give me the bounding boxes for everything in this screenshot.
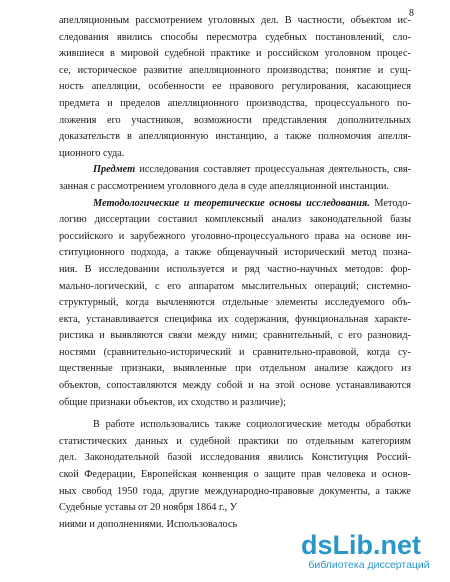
subject-rest: исследования составляет процессуальная деятельность, свя- — [135, 164, 411, 176]
text-line: объектов, сопоставляются между собой и на этой основе устанавливаются — [59, 380, 411, 392]
text-line: екта, устанавливается специфика их содержания, функциональная характе- — [59, 313, 411, 325]
watermark — [287, 516, 450, 582]
text-line: щественные признаки, выявленные при отдельном анализе каждого из — [59, 363, 411, 375]
text-line: Судебные уставы от 20 ноября 1864 г., У — [59, 502, 238, 514]
text-line: занная с рассмотрением уголовного дела в суде апелляционной инстанции. — [59, 180, 389, 192]
paragraph-methodology-first-line — [59, 196, 411, 213]
text-line: российского и зарубежного уголовно-процессуального права на основе ин- — [59, 230, 411, 242]
paragraph-subject-first-line — [59, 162, 411, 179]
methodology-lead: Методологические и теоретические основы исследования. — [93, 197, 370, 209]
text-line: ниями и дополнениями. Использовалось — [59, 518, 238, 530]
text-line: ционного суда. — [59, 147, 125, 159]
text-line: предмета и пределов апелляционного производства, процессуального по- — [59, 97, 411, 109]
document-body — [59, 13, 411, 533]
text-line: ской Федерации, Европейская конвенция о защите прав человека и основ- — [59, 469, 411, 481]
text-line: ристика и выявляются связи между ними; сравнительный, с его разновид- — [59, 330, 411, 342]
text-line: мально-логический, с его аппаратом мыслительных операций; системно- — [59, 280, 411, 292]
text-line: ложения его участников, возможности представления дополнительных — [59, 114, 411, 126]
text-line: ституционного подхода, а также общенаучный исторический метод позна- — [59, 247, 411, 259]
text-line: В работе использовались также социологические методы обработки — [93, 419, 411, 431]
text-line: следования явились способы пересмотра судебных постановлений, сло- — [59, 31, 411, 43]
text-line: логию диссертации составил комплексный анализ законодательной базы — [59, 214, 411, 226]
dslib-logo-icon — [299, 524, 441, 562]
text-line: ность апелляции, особенности ее правового регулирования, касающиеся — [59, 81, 411, 93]
text-line: доказательств в апелляционную инстанцию, а также полномочия апелля- — [59, 131, 411, 143]
subject-lead: Предмет — [93, 164, 136, 176]
watermark-subtitle: библиотека диссертаций — [308, 559, 430, 571]
text-line: статистических данных и судебной практики по отдельным категориям — [59, 435, 411, 447]
text-line: ных свобод 1950 года, другие международно-правовые документы, а также — [59, 485, 411, 497]
svg-text:dsLib.net: dsLib.net — [301, 530, 421, 560]
text-line: ностями (сравнительно-исторический и сравнительно-правовой, когда су- — [59, 346, 411, 358]
text-line: дел. Законодательной базой исследования явились Конституция Россий- — [59, 452, 411, 464]
methodology-rest: Методо- — [369, 197, 411, 209]
text-line: се, историческое развитие апелляционного производства; понятие и сущ- — [59, 64, 411, 76]
text-line: общие признаки объектов, их сходство и различие); — [59, 396, 286, 408]
page-number: 8 — [409, 8, 414, 19]
text-line: структурный, когда вычленяются отдельные элементы исследуемого объ- — [59, 297, 411, 309]
text-line: апелляционным рассмотрением уголовных дел. В частности, объектом ис- — [59, 15, 411, 26]
text-line: ния. В исследовании используется и ряд частно-научных методов: фор- — [59, 263, 411, 275]
text-line: жившиеся в мировой судебной практике и российском уголовном процес- — [59, 48, 411, 60]
